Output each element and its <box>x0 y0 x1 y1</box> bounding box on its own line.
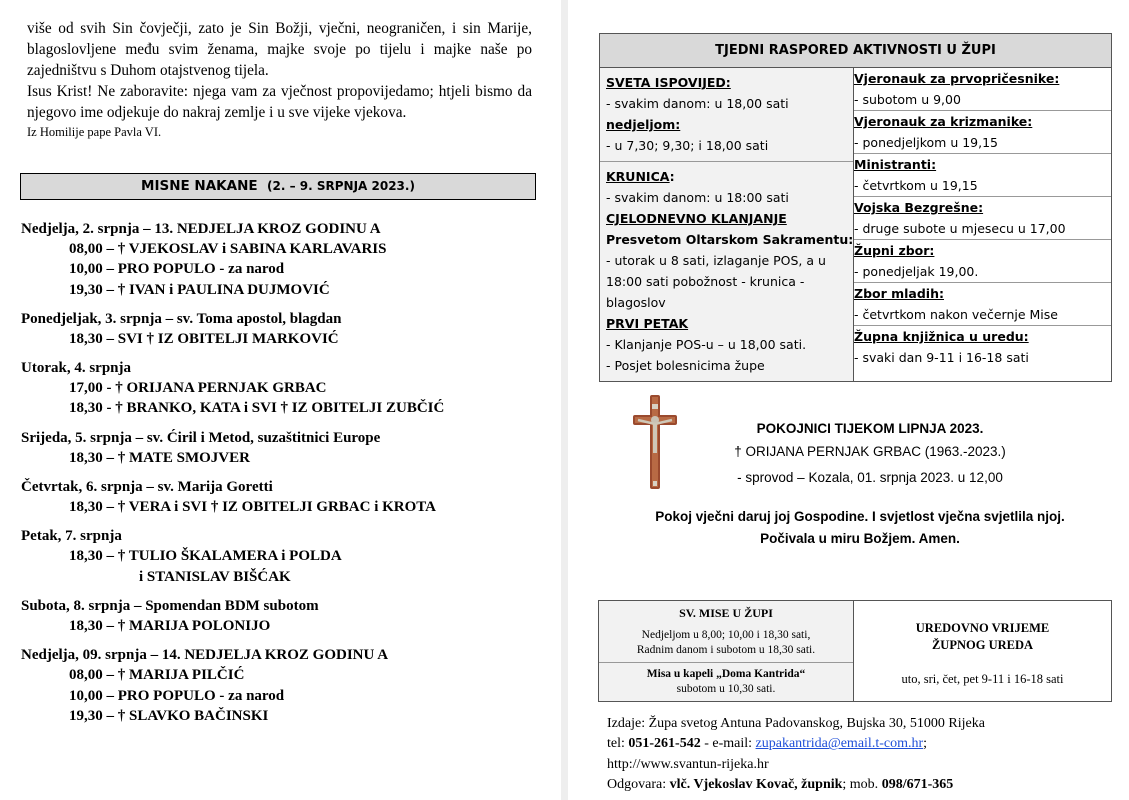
mass-intention: 18,30 – † TULIO ŠKALAMERA i POLDA <box>69 548 342 565</box>
mass-intention: 18,30 - † BRANKO, KATA i SVI † IZ OBITELJI ZUBČIĆ <box>69 400 445 417</box>
weekly-schedule-title: TJEDNI RASPORED AKTIVNOSTI U ŽUPI <box>600 34 1111 68</box>
homily-source: Iz Homilije pape Pavla VI. <box>27 125 162 139</box>
mass-day <box>21 596 541 636</box>
mass-day-title: Ponedjeljak, 3. srpnja – sv. Toma apostol, blagdan <box>21 310 342 327</box>
activity-time: - četvrtkom u 19,15 <box>854 175 1111 197</box>
mass-day <box>21 477 541 517</box>
rosary-colon: : <box>669 169 675 184</box>
confession-title: SVETA ISPOVIJED: <box>606 75 731 90</box>
mass-intention: 18,30 – † MARIJA POLONIJO <box>69 617 271 634</box>
chapel-mass-time: subotom u 10,30 sati. <box>676 683 776 695</box>
mass-day <box>21 219 541 300</box>
mass-day-title: Petak, 7. srpnja <box>21 528 122 545</box>
right-page <box>568 0 1129 800</box>
activity-time: - ponedjeljak 19,00. <box>854 261 1111 283</box>
activity-title: Zbor mladih: <box>854 286 944 301</box>
responsible-label: Odgovara: <box>607 776 670 792</box>
prayer-line: Pokoj vječni daruj joj Gospodine. I svjetlost vječna svjetlila njoj. <box>655 509 1065 524</box>
deceased-title: POKOJNICI TIJEKOM LIPNJA 2023. <box>756 421 984 436</box>
mobile-number: 098/671-365 <box>881 776 954 792</box>
activity-title: Vjeronauk za prvopričesnike: <box>854 71 1060 86</box>
phone-number: 051-261-542 <box>628 736 701 752</box>
deceased-name: † ORIJANA PERNJAK GRBAC (1963.-2023.) <box>734 444 1006 459</box>
masses-title: SV. MISE U ŽUPI <box>679 606 773 620</box>
mass-intention: 10,00 – PRO POPULO - za narod <box>69 687 285 704</box>
masses-line: Radnim danom i subotom u 18,30 sati. <box>636 644 816 656</box>
activity-time: - ponedjeljkom u 19,15 <box>854 132 1111 154</box>
mass-intentions-header <box>20 173 536 200</box>
deceased-funeral: - sprovod – Kozala, 01. srpnja 2023. u 12,00 <box>737 470 1003 485</box>
mass-intention: 08,00 – † MARIJA PILČIĆ <box>69 667 245 684</box>
crucifix-icon <box>630 393 680 491</box>
activity-time: - svaki dan 9-11 i 16-18 sati <box>854 350 1029 365</box>
confession-sunday: - u 7,30; 9,30; i 18,00 sati <box>606 138 769 153</box>
mass-intention: i STANISLAV BIŠĆAK <box>139 568 291 585</box>
left-page <box>0 0 561 800</box>
homily-excerpt <box>27 18 532 140</box>
mass-day-title: Četvrtak, 6. srpnja – sv. Marija Goretti <box>21 479 273 496</box>
activity-title: Vjeronauk za krizmanike: <box>854 114 1033 129</box>
email-label: - e-mail: <box>700 736 756 752</box>
adoration-subtitle: Presvetom Oltarskom Sakramentu: <box>606 232 854 247</box>
first-friday-title: PRVI PETAK <box>606 316 689 331</box>
tel-label: tel: <box>607 736 629 752</box>
adoration-title: CJELODNEVNO KLANJANJE <box>606 211 787 226</box>
mass-day-title: Nedjelja, 2. srpnja – 13. NEDJELJA KROZ GODINU A <box>21 221 381 237</box>
rosary-daily: - svakim danom: u 18:00 sati <box>606 190 789 205</box>
mass-intention: 18,30 – SVI † IZ OBITELJI MARKOVIĆ <box>69 330 339 347</box>
mass-intention: 10,00 – PRO POPULO - za narod <box>69 261 285 278</box>
rosary-block <box>600 162 853 381</box>
activity-title: Župna knjižnica u uredu: <box>854 329 1029 344</box>
mass-day-title: Subota, 8. srpnja – Spomendan BDM subotom <box>21 597 319 614</box>
office-hours <box>854 601 1111 701</box>
mobile-label: ; mob. <box>842 776 882 792</box>
schedule-right-column <box>854 68 1111 381</box>
mass-day-title: Nedjelja, 09. srpnja – 14. NEDJELJA KROZ GODINU A <box>21 647 389 664</box>
mass-day-title: Utorak, 4. srpnja <box>21 360 132 377</box>
masses-times <box>599 601 854 701</box>
office-hours-text: uto, sri, čet, pet 9-11 i 16-18 sati <box>901 672 1064 686</box>
prayer-line: Počivala u miru Božjem. Amen. <box>760 531 960 546</box>
adoration-text: - utorak u 8 sati, izlaganje POS, a u 18:00 sati pobožnost - krunica - blagoslov <box>606 253 826 310</box>
office-hours-title: ŽUPNOG UREDA <box>931 638 1034 652</box>
homily-paragraph: Isus Krist! Ne zaboravite: njega vam za vječnost propovijedamo; htjeli bismo da njegovo ime odjekuje do nakraj zemlje i u sve vijeke vjekova. <box>27 83 532 121</box>
activity-title: Ministranti: <box>854 157 937 172</box>
mass-intentions-title: MISNE NAKANE <box>141 178 258 194</box>
email-link[interactable]: zupakantrida@email.t-com.hr <box>755 736 924 752</box>
confession-block <box>600 68 853 162</box>
office-hours-title: UREDOVNO VRIJEME <box>915 621 1050 635</box>
chapel-mass-title: Misa u kapeli „Doma Kantrida“ <box>646 668 806 680</box>
mass-intention: 19,30 – † SLAVKO BAČINSKI <box>69 707 269 724</box>
activity-title: Župni zbor: <box>854 243 935 258</box>
mass-intentions-dates: (2. – 9. SRPNJA 2023.) <box>267 179 415 193</box>
mass-day <box>21 358 541 419</box>
mass-intention: 18,30 – † MATE SMOJVER <box>69 449 250 466</box>
parish-masses-box <box>598 600 1112 702</box>
confession-daily: - svakim danom: u 18,00 sati <box>606 96 789 111</box>
website-link[interactable]: http://www.svantun-rijeka.hr <box>607 756 769 772</box>
activity-title: Vojska Bezgrešne: <box>854 200 984 215</box>
masses-line: Nedjeljom u 8,00; 10,00 i 18,30 sati, <box>641 629 811 641</box>
email-suffix: ; <box>923 736 928 752</box>
activity-time: - četvrtkom nakon večernje Mise <box>854 304 1111 326</box>
mass-day-title: Srijeda, 5. srpnja – sv. Ćiril i Metod, suzaštitnici Europe <box>21 429 381 446</box>
homily-paragraph: više od svih Sin čovječji, zato je Sin Božji, vječni, neograničen, i sin Marije, blagoslovljene među svim ženama, majke svoje po tijelu i majke naše po zajedništvu s Duhom otajstvenog tijela. <box>27 20 532 79</box>
weekly-schedule-table <box>599 33 1112 382</box>
mass-day <box>21 526 541 587</box>
first-friday-adoration: - Klanjanje POS-u – u 18,00 sati. <box>606 337 807 352</box>
mass-intention: 19,30 – † IVAN i PAULINA DUJMOVIĆ <box>69 281 330 298</box>
responsible-person: vlč. Vjekoslav Kovač, župnik <box>669 776 843 792</box>
mass-intention: 18,30 – † VERA i SVI † IZ OBITELJI GRBAC i KROTA <box>69 499 437 516</box>
mass-day <box>21 309 541 349</box>
activity-time: - druge subote u mjesecu u 17,00 <box>854 218 1111 240</box>
activity-time: - subotom u 9,00 <box>854 89 1111 111</box>
mass-day <box>21 645 541 726</box>
mass-day <box>21 428 541 468</box>
imprint <box>607 714 1117 795</box>
mass-intention: 08,00 – † VJEKOSLAV i SABINA KARLAVARIS <box>69 241 387 257</box>
rosary-title: KRUNICA <box>606 169 670 184</box>
prayer-text <box>643 506 1077 550</box>
schedule-left-column <box>600 68 854 381</box>
mass-intentions-list <box>21 219 541 735</box>
first-friday-visit: - Posjet bolesnicima župe <box>606 358 765 373</box>
confession-sunday-title: nedjeljom: <box>606 117 681 132</box>
mass-intention: 17,00 - † ORIJANA PERNJAK GRBAC <box>69 380 327 397</box>
publisher: Izdaje: Župa svetog Antuna Padovanskog, Bujska 30, 51000 Rijeka <box>607 716 985 731</box>
